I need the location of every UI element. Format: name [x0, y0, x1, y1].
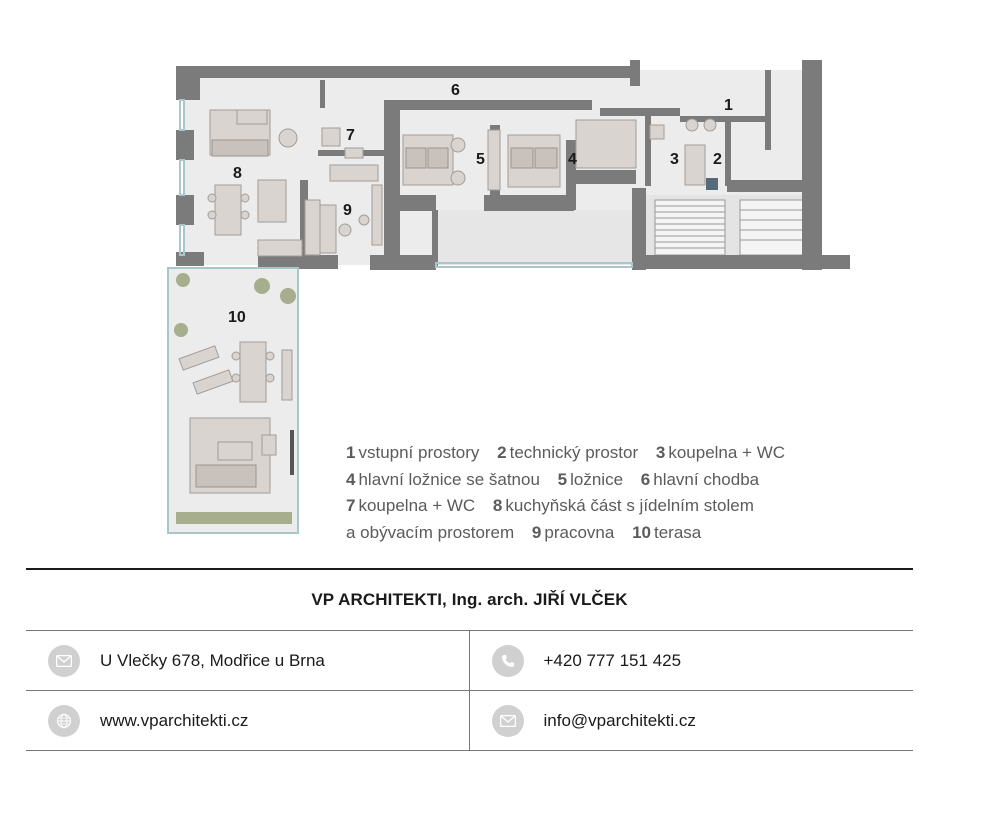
contact-table	[26, 568, 913, 751]
phone-icon	[492, 645, 524, 677]
legend-item: 9 pracovna	[531, 522, 615, 542]
legend-item: 3 koupelna + WC	[655, 443, 786, 462]
mail-icon	[48, 645, 80, 677]
room-number-10: 10	[228, 309, 246, 326]
room-number-1: 1	[724, 97, 733, 114]
legend-item: 6 hlavní chodba	[640, 469, 760, 489]
email-cell[interactable]	[470, 691, 914, 750]
phone-cell[interactable]	[470, 631, 914, 690]
legend-item: 7 koupelna + WC	[346, 496, 476, 515]
web-cell[interactable]	[26, 691, 470, 750]
contact-row	[26, 691, 913, 751]
web-link[interactable]: www.vparchitekti.cz	[100, 710, 249, 730]
legend-item: 1 vstupní prostory	[346, 443, 480, 462]
legend-item: 8 kuchyňská část s jídelním stolem	[492, 496, 754, 515]
contact-row	[26, 631, 913, 691]
room-number-6: 6	[451, 82, 460, 99]
room-number-3: 3	[670, 151, 679, 168]
legend-item: 10 terasa	[632, 522, 702, 542]
room-number-5: 5	[476, 151, 485, 168]
room-number-7: 7	[346, 127, 355, 144]
mail-icon	[492, 705, 524, 737]
phone-text[interactable]: +420 777 151 425	[543, 650, 682, 670]
globe-icon	[48, 705, 80, 737]
legend-item: 4 hlavní ložnice se šatnou	[346, 469, 540, 489]
legend-item: 2 technický prostor	[497, 443, 639, 462]
address-cell	[26, 631, 470, 690]
room-number-4: 4	[568, 151, 577, 168]
legend-item: a obývacím prostorem	[346, 522, 515, 542]
address-text: U Vlečky 678, Modřice u Brna	[100, 650, 325, 670]
room-number-8: 8	[233, 165, 242, 182]
firm-name: VP ARCHITEKTI, Ing. arch. JIŘÍ VLČEK	[26, 570, 913, 631]
room-legend	[346, 440, 866, 546]
room-number-2: 2	[713, 151, 722, 168]
room-number-9: 9	[343, 202, 352, 219]
legend-item: 5 ložnice	[557, 469, 624, 489]
email-link[interactable]: info@vparchitekti.cz	[543, 710, 696, 730]
